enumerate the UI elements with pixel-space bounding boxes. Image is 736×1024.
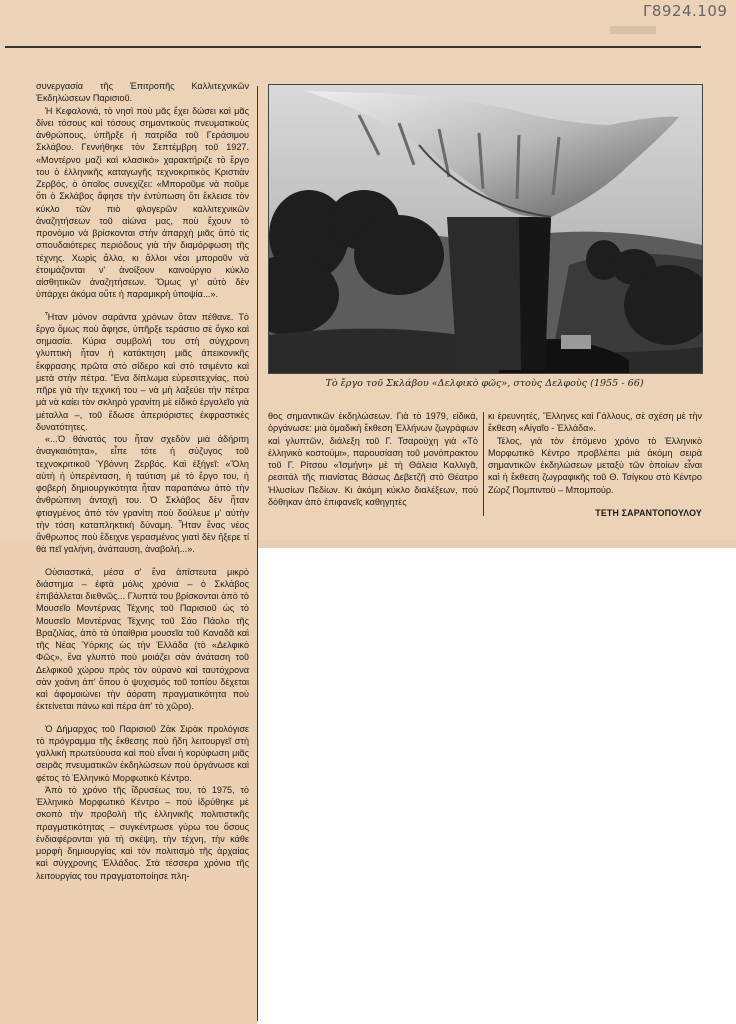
paragraph: κι ἐρευνητές, Ἕλληνες καὶ Γάλλους, σὲ σχέση μὲ τὴν ἔκθεση «Αἰγαῖο - Ἑλλάδα». bbox=[488, 411, 702, 434]
article-column-3 bbox=[488, 410, 702, 496]
top-rule bbox=[5, 46, 701, 48]
paragraph: Ἦταν μόνον σαράντα χρόνων ὅταν πέθανε. Τὸ ἔργο ὅμως ποὺ ἄφησε, ὑπῆρξε τεράστιο σὲ ὄγκο καὶ σημασία. Κύρια συμβολή του στὴ σύγχρονη γλυπτικὴ ἦταν ἡ κατάκτηση μιᾶς ἀπεικονικῆς ἔκφρασης πρῶτα στὸ σίδερο καὶ στὸ τσιμέντο καὶ μετὰ στὴν πέτρα. Ἕνα δίπλωμα εὑρεσιτεχνίας, ποὺ πῆρε γιὰ τὴν τεχνική του – νὰ μὴ λαξεύει τὴν πέτρα μὰ νὰ καίει τὸν σκληρὸ γρανίτη μὲ εἰδικὸ ἐργαλεῖο γιὰ μέταλλα –, τοῦ ἔδωσε ἀπεριόριστες ἐκφραστικὲς δυνατότητες. bbox=[36, 311, 249, 432]
article-column-1 bbox=[36, 80, 249, 882]
paragraph: Ἡ Κεφαλονιά, τὸ νησὶ ποὺ μᾶς ἔχει δώσει καὶ μᾶς δίνει τόσους καὶ τόσους σημαντικοὺς πνευματικοὺς ἀνθρώπους, ὑπῆρξε ἡ πατρίδα τοῦ Γεράσιμου Σκλάβου. Γεννήθηκε τὸν Σεπτέμβρη τοῦ 1927. «Μοντέρνο μαζὶ καὶ κλασικό» χαρακτήριζε τὸ ἔργο του ὁ ἑλληνικῆς καταγωγῆς τεχνοκριτικὸς Κριστιὰν Ζερβός, ὁ ὁποῖος συνεχίζει: «Μποροῦμε νὰ ποῦμε ὅτι ὁ Σκλάβος ἄφησε τὴν ἐντύπωση ὅτι ἔκλεισε τὸν κύκλο τῶν πιὸ φλογερῶν καλλιτεχνικῶν ἀναζητήσεων τοῦ αἰώνα μας, ποὺ ἔχουν τὸ προνόμιο νὰ βρίσκονται στὴν ἀπαρχὴ μιᾶς ἀπὸ τὶς σπουδαιότερες περιόδους γιὰ τὴν διαμόρφωση τῆς τέχνης. Χωρὶς ἄλλο, κι ἄλλοι νέοι μποροῦν νὰ ἑτοιμάζονται ν' ἀνοίξουν καινούργιο κύκλο αἰσθητικῶν ἀναζητήσεων. Ὅμως γι' αὐτὸ δὲν ὑπάρχει ἀκόμα οὔτε ἡ παραμικρὴ ὑποψία...». bbox=[36, 105, 249, 300]
photo-caption: Τὸ ἔργο τοῦ Σκλάβου «Δελφικὸ φῶς», στοὺς Δελφοὺς (1955 - 66) bbox=[325, 378, 644, 389]
article-column-2 bbox=[268, 410, 478, 508]
sculpture-photo-image bbox=[269, 85, 702, 373]
archive-number: Γ8924.109 bbox=[643, 2, 728, 20]
paragraph: Οὐσιαστικά, μέσα σ' ἕνα ἀπίστευτα μικρὸ διάστημα – ἑφτὰ μόλις χρόνια – ὁ Σκλάβος ἐπιβάλλεται διεθνῶς... Γλυπτὰ του βρίσκονται ἀπὸ τὸ Μουσεῖο Μοντέρνας Τέχνης τοῦ Παρισιοῦ ὡς τὸ Μουσεῖο Μοντέρνας Τέχνης τοῦ Σάο Πάολο τῆς Βραζιλίας, ἀπὸ τὰ ὑπαίθρια μουσεῖα τοῦ Καναδᾶ καὶ τῆς Νέας Ὑόρκης ὡς τὴν Ἑλλάδα (τὸ «Δελφικὸ Φῶς», ἕνα γλυπτὸ ποὺ μοιάζει σὰν ἀνάταση τοῦ Δελφικοῦ χώρου πρὸς τὸν οὐρανὸ καὶ ταυτόχρονα σὰν χοάνη ἀπ' ὅπου ὁ ψυχισμὸς τοῦ τοπίου δέχεται καὶ ἀφομοιώνει τὴν ἀόρατη πραγματικότητα ποὺ ἐκτείνεται πάνω καὶ πέρα ἀπ' τὸ χῶρο). bbox=[36, 566, 249, 712]
paragraph: συνεργασία τῆς Ἐπιτροπῆς Καλλιτεχνικῶν Ἐκδηλώσεων Παρισιοῦ. bbox=[36, 81, 249, 104]
paragraph: Ἀπὸ τὸ χρόνο τῆς ἵδρυσέως του, τὸ 1975, τὸ Ἑλληνικὸ Μορφωτικὸ Κέντρο – ποὺ ἱδρύθηκε μὲ σκοπὸ τὴν προβολὴ τῆς ἑλληνικῆς πολιτιστικῆς πραγματικότητας – συγκέντρωσε γύρω του ὅσους ἐνδιαφέρονται γιὰ τὴ σκέψη, τὴν τέχνη, τὴν κάθε μορφὴ δημιουργίας καὶ τὸν πολιτισμὸ τῆς ἀρχαίας καὶ σύγχρονης Ἑλλάδος. Στὰ τέσσερα χρόνια τῆς λειτουργίας του πραγματοποίησε πλη- bbox=[36, 784, 249, 881]
paragraph: «...Ὁ θάνατός του ἦταν σχεδὸν μιὰ ἀδήριτη ἀναγκαιότητα», εἶπε τότε ἡ σύζυγος τοῦ τεχνοκριτικοῦ Ὑβόννη Ζερβός. Καὶ ἐξήγεῖ: «Ὅλη αὐτὴ ἡ ὑπερένταση, ἡ ταύτιση μὲ τὸ ἔργο του, ἡ φοβερὴ δημιουργικότητα ἦταν παραπάνω ἀπὸ τὴν ἀνθρώπινη ἀντοχή του. Ὁ Σκλάβος δὲν ἦταν φτιαγμένος ἀπὸ τὸν γρανίτη ποὺ δούλευε μ' αὐτὴν τὴν τόση καταπληκτικὴ δύναμη. Ἦταν ἕνας νέος ἄνθρωπος ποὺ ἔδειχνε γερασμένος γιατὶ δὲν ἤξερε τί θὰ πεῖ γαλήνη, ἀνάπαυση, ἀναβολή...». bbox=[36, 434, 249, 555]
column-divider bbox=[257, 86, 258, 1021]
paragraph: Ὁ Δήμαρχος τοῦ Παρισιοῦ Ζὰκ Σιρὰκ προλόγισε τὸ πρόγραμμα τῆς ἔκθεσης ποὺ ἤδη λειτουργεῖ στὴ γαλλικὴ πρωτεύουσα καὶ ποὺ εἶναι ἡ κορύφωση μιᾶς σειρᾶς πνευματικῶν ἐκδηλώσεων ποὺ ὀργάνωσε καὶ φέτος τὸ Ἑλληνικὸ Μορφωτικὸ Κέντρο. bbox=[36, 723, 249, 783]
sculpture-photo bbox=[268, 84, 703, 374]
paragraph: θος σημαντικῶν ἐκδηλώσεων. Γιὰ τὸ 1979, εἰδικά, ὀργάνωσε: μιὰ ὁμαδικὴ ἔκθεση Ἑλλήνων ζωγράφων καὶ γλυπτῶν, διάλεξη τοῦ Γ. Τσαρούχη γιὰ «Τὸ ἑλληνικὸ κοστούμι», παρουσίαση τοῦ μονόπρακτου τοῦ Γ. Ρίτσου «Ἰσμήνη» μὲ τὴ Θάλεια Καλλιγᾶ, ρεσιτάλ τῆς πιανίστας Βάσως Δεβετζῆ στὸ Θέατρο Ἡλυσίων Πεδίων. Κι ἀκόμη κύκλο διαλέξεων, ποὺ δόθηκαν ἀπὸ ἐπιφανεῖς καθηγητὲς bbox=[268, 411, 478, 507]
printed-fragment bbox=[610, 26, 656, 34]
torn-edge bbox=[255, 540, 736, 548]
paragraph: Τέλος, γιὰ τὸν ἑπόμενο χρόνο τὸ Ἑλληνικὸ Μορφωτικὸ Κέντρο προβλέπει μιὰ ἀκόμη σειρὰ σημαντικῶν ἐκδηλώσεων μεταξὺ τῶν ὁποίων εἶναι καὶ ἡ ἔκθεση ζωγραφικῆς τοῦ Θ. Τσίγκου στὸ Κέντρο Ζὼρζ Πομπιντοὺ – Μπομπούρ. bbox=[488, 435, 702, 495]
column-divider bbox=[483, 412, 484, 516]
author-byline: ΤΕΤΗ ΣΑΡΑΝΤΟΠΟΥΛΟΥ bbox=[595, 508, 702, 518]
